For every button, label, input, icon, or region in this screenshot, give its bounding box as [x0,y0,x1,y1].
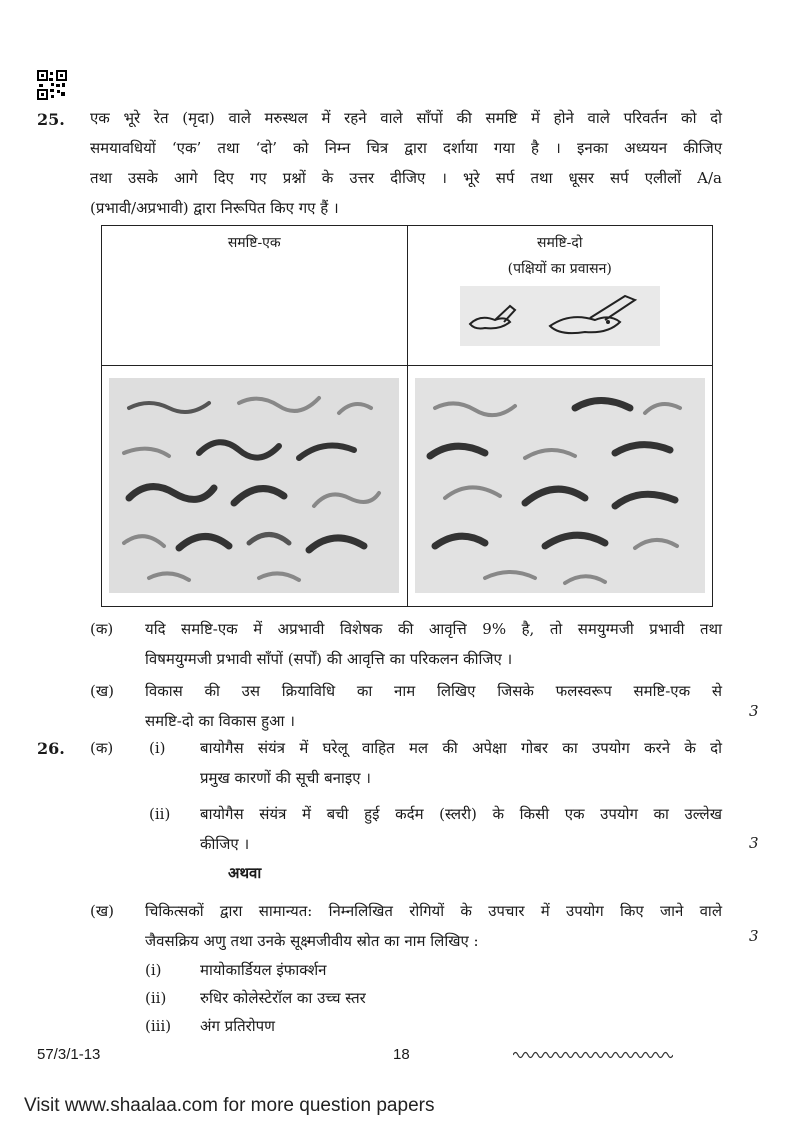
q26-sub-i-text [200,733,722,793]
qr-code-icon [37,70,67,100]
question-number-25: 25. [37,110,65,129]
q26-part-b-label: (ख) [90,902,114,920]
migrating-birds-figure [460,286,660,346]
or-label: अथवा [228,864,262,882]
q26-part-b-line: चिकित्सकों द्वारा सामान्यत: निम्नलिखित रोगियों के उपचार में उपयोग किए जाने वाले [145,902,722,920]
question-25-line: तथा उसके आगे दिए गए प्रश्नों के उत्तर दीजिए । भूरे सर्प तथा धूसर सर्प एलीलों A/a [90,169,722,187]
question-26-part-a-marks: 3 [749,834,759,852]
population-two-snakes-figure [415,378,705,593]
q26-item-label: (i) [145,961,162,979]
q26-sub-i-line: प्रमुख कारणों की सूची बनाइए । [200,769,371,787]
question-number-26: 26. [37,739,65,758]
part-a-label: (क) [90,620,114,638]
question-25-line: (प्रभावी/अप्रभावी) द्वारा निरूपित किए गए हैं । [90,199,339,217]
q26-sub-ii-label: (ii) [149,805,171,823]
question-26-part-b-marks: 3 [749,927,759,945]
question-25-marks: 3 [749,702,759,720]
q26-sub-ii-line: बायोगैस संयंत्र में बची हुई कर्दम (स्लरी) के किसी एक उपयोग का उल्लेख [200,805,722,823]
population-table [101,225,713,607]
part-b-line: विकास की उस क्रियाविधि का नाम लिखिए जिसके फलस्वरूप समष्टि-एक से [145,682,722,700]
population-two-subtitle: (पक्षियों का प्रवासन) [507,261,612,277]
part-b-label: (ख) [90,682,114,700]
question-25-line: समयावधियों ‘एक’ तथा ‘दो’ को निम्न चित्र द्वारा दर्शाया गया है । इनका अध्ययन कीजिए [90,139,722,157]
population-one-snakes-cell [102,366,408,607]
part-a-line: यदि समष्टि-एक में अप्रभावी विशेषक की आवृत्ति 9% है, तो समयुग्मजी प्रभावी तथा [145,620,722,638]
population-one-snakes-figure [109,378,399,593]
q26-item-text: रुधिर कोलेस्टेरॉल का उच्च स्तर [200,989,366,1007]
q26-item-label: (iii) [145,1017,172,1035]
q26-item-text: अंग प्रतिरोपण [200,1017,276,1035]
q26-item-label: (ii) [145,989,167,1007]
part-a-line: विषमयुग्मजी प्रभावी साँपों (सर्पों) की आवृत्ति का परिकलन कीजिए । [145,650,513,668]
q26-sub-i-line: बायोगैस संयंत्र में घरेलू वाहित मल की अपेक्षा गोबर का उपयोग करने के दो [200,739,722,757]
paper-code: 57/3/1-13 [37,1046,101,1063]
question-25-line: एक भूरे रेत (मृदा) वाले मरुस्थल में रहने वाले साँपों की समष्टि में होने वाले परिवर्तन को दो [90,109,722,127]
q26-sub-ii-line: कीजिए । [200,835,250,853]
visit-link-text[interactable]: Visit www.shaalaa.com for more question papers [24,1095,435,1116]
population-one-header-cell [102,226,408,366]
q26-part-a-label: (क) [90,739,114,757]
population-one-title: समष्टि-एक [227,235,281,251]
page-number: 18 [393,1046,410,1063]
question-25-part-b [145,676,722,736]
population-two-title: समष्टि-दो [537,235,583,251]
q26-sub-i-label: (i) [149,739,166,757]
q26-part-b-line: जैवसक्रिय अणु तथा उनके सूक्ष्मजीवीय स्रोत का नाम लिखिए : [145,932,479,950]
wavy-line-decoration [513,1050,673,1060]
population-two-snakes-cell [407,366,713,607]
question-25-text [90,103,722,223]
question-25-part-a [145,614,722,674]
part-b-line: समष्टि-दो का विकास हुआ । [145,712,295,730]
q26-part-b-text [145,896,722,956]
q26-sub-ii-text [200,799,722,859]
population-two-header-cell [407,226,713,366]
q26-item-text: मायोकार्डियल इंफार्क्शन [200,961,327,979]
